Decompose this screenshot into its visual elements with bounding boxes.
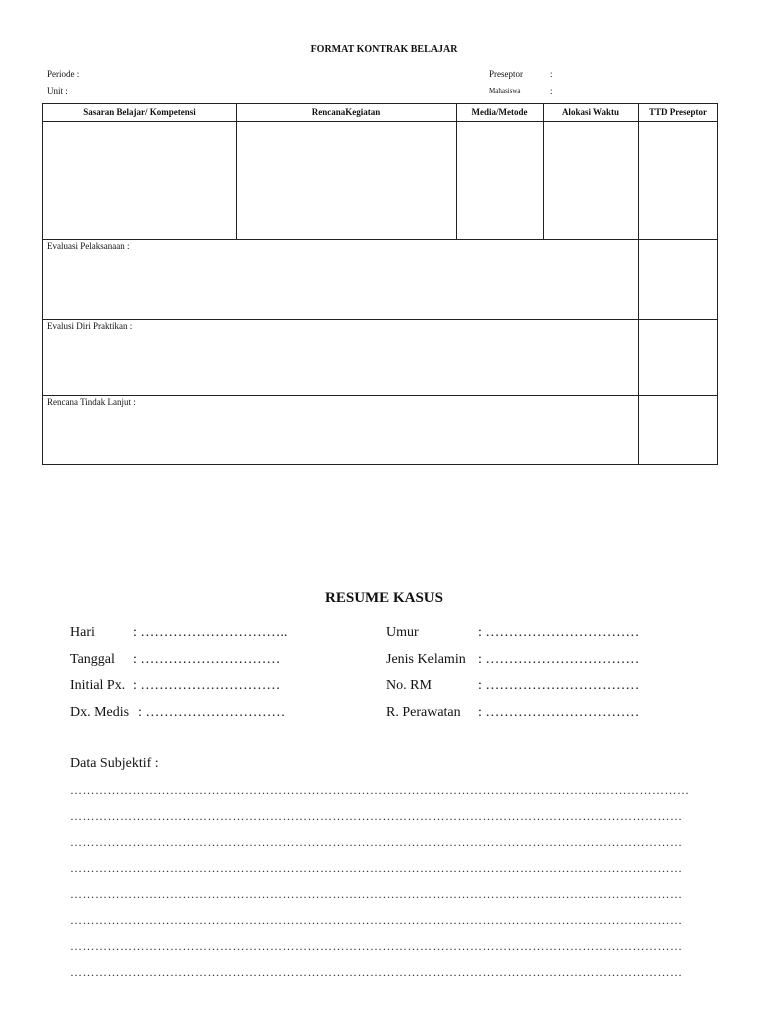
field-value-hari: : ………………………….. [133, 625, 288, 640]
data-subjektif-label: Data Subjektif : [70, 756, 159, 771]
section-rencana-tindak-lanjut: Rencana Tindak Lanjut : [47, 397, 136, 407]
dotted-line: ………………………………………………………………………………………………………………………………… [70, 913, 683, 927]
preseptor-label: Preseptor [489, 69, 523, 79]
field-label-umur: Umur [386, 625, 419, 640]
col-header-media: Media/Metode [471, 107, 528, 117]
preseptor-colon: : [550, 69, 553, 79]
periode-label: Periode : [47, 69, 80, 79]
col-divider-3 [543, 104, 544, 239]
dotted-line: ………………………………………………………………………………………………………………………………… [70, 939, 683, 953]
unit-label: Unit : [47, 86, 68, 96]
kontrak-title: FORMAT KONTRAK BELAJAR [310, 44, 458, 55]
row-divider-3 [43, 395, 717, 396]
col-divider-2 [456, 104, 457, 239]
row-divider-2 [43, 319, 717, 320]
field-value-tanggal: : ………………………… [133, 652, 281, 667]
field-value-umur: : …………………………… [478, 625, 640, 640]
dotted-line: ………………………………………………………………………………………………………………………………… [70, 861, 683, 875]
col-divider-4 [638, 104, 639, 464]
dotted-line: ………………………………………………………………………………………………………………………………… [70, 887, 683, 901]
row-divider-1 [43, 239, 717, 240]
section-evaluasi-diri: Evalusi Diri Praktikan : [47, 321, 133, 331]
dotted-line: ………………………………………………………………………………………………………………………………… [70, 835, 683, 849]
section-evaluasi-pelaksanaan: Evaluasi Pelaksanaan : [47, 241, 130, 251]
field-label-hari: Hari [70, 625, 95, 640]
field-value-dx-medis: : ………………………… [138, 705, 286, 720]
field-value-initial-px: : ………………………… [133, 678, 281, 693]
mahasiswa-colon: : [550, 86, 553, 96]
header-divider [43, 121, 717, 122]
col-header-sasaran: Sasaran Belajar/ Kompetensi [83, 107, 196, 117]
field-label-initial-px: Initial Px. [70, 678, 126, 693]
field-label-dx-medis: Dx. Medis [70, 705, 130, 720]
field-label-r-perawatan: R. Perawatan [386, 705, 461, 720]
field-label-no-rm: No. RM [386, 678, 432, 693]
kontrak-table [42, 103, 718, 465]
col-divider-1 [236, 104, 237, 239]
mahasiswa-label: Mahasiswa [489, 87, 521, 95]
field-value-r-perawatan: : …………………………… [478, 705, 640, 720]
col-header-ttd: TTD Preseptor [648, 107, 708, 117]
field-value-no-rm: : …………………………… [478, 678, 640, 693]
resume-title: RESUME KASUS [325, 590, 443, 606]
field-value-jenis-kelamin: : …………………………… [478, 652, 640, 667]
dotted-line: ………………………………………………………………………………………………………………..………………… [70, 783, 690, 797]
field-label-tanggal: Tanggal [70, 652, 115, 667]
col-header-alokasi: Alokasi Waktu [561, 107, 620, 117]
dotted-line: ………………………………………………………………………………………………………………………………… [70, 809, 683, 823]
col-header-rencana: RencanaKegiatan [311, 107, 381, 117]
dotted-line: ………………………………………………………………………………………………………………………………… [70, 965, 683, 979]
field-label-jenis-kelamin: Jenis Kelamin [386, 652, 466, 667]
